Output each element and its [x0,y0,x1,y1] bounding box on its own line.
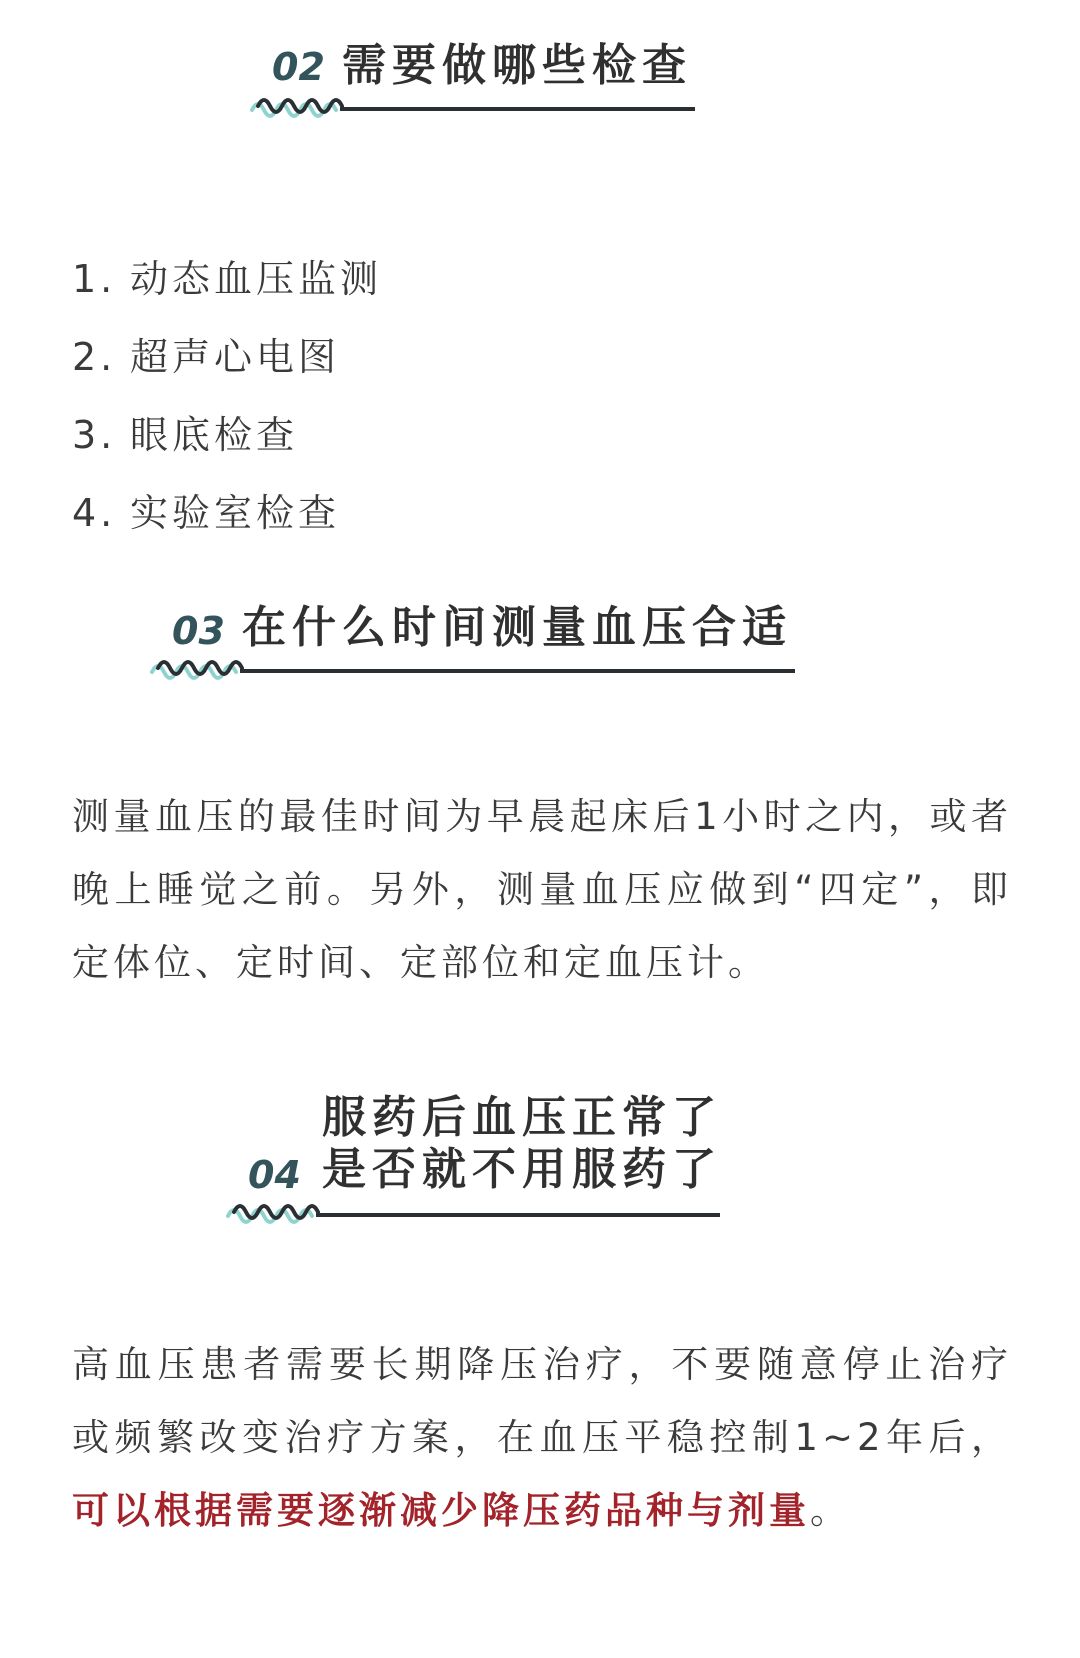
wave-underline-icon [150,654,810,684]
section-title-line-1: 服药后血压正常了 [322,1092,722,1143]
section-03-paragraph: 测量血压的最佳时间为早晨起床后1小时之内，或者晚上睡觉之前。另外，测量血压应做到“四定”，即定体位、定时间、定部位和定血压计。 [72,795,1012,984]
section-number: 03 [172,609,225,653]
section-title: 需要做哪些检查 [342,40,692,91]
list-index: 2. [72,335,117,379]
list-item [72,318,382,396]
section-title: 在什么时间测量血压合适 [242,602,792,653]
list-item [72,396,382,474]
section-02-heading [250,36,710,146]
section-04-heading [226,1090,726,1240]
list-item [72,474,382,552]
list-item [72,240,382,318]
list-text: 动态血压监测 [130,257,383,301]
section-number: 02 [272,45,325,89]
list-text: 眼底检查 [130,413,299,457]
paragraph-end: 。 [810,1489,851,1532]
list-index: 1. [72,257,117,301]
list-text: 超声心电图 [130,335,341,379]
wave-underline-icon [250,92,710,122]
section-03-heading [150,600,810,710]
list-text: 实验室检查 [130,491,341,535]
paragraph-highlight: 可以根据需要逐渐减少降压药品种与剂量 [72,1489,810,1532]
section-04-paragraph [72,1328,1012,1547]
list-index: 3. [72,413,117,457]
list-index: 4. [72,491,117,535]
section-title-line-2: 是否就不用服药了 [322,1144,722,1195]
paragraph-text: 高血压患者需要长期降压治疗，不要随意停止治疗或频繁改变治疗方案，在血压平稳控制1~2年后， [72,1343,1012,1459]
section-number: 04 [248,1153,301,1197]
wave-underline-icon [226,1198,726,1228]
check-list [72,240,382,552]
